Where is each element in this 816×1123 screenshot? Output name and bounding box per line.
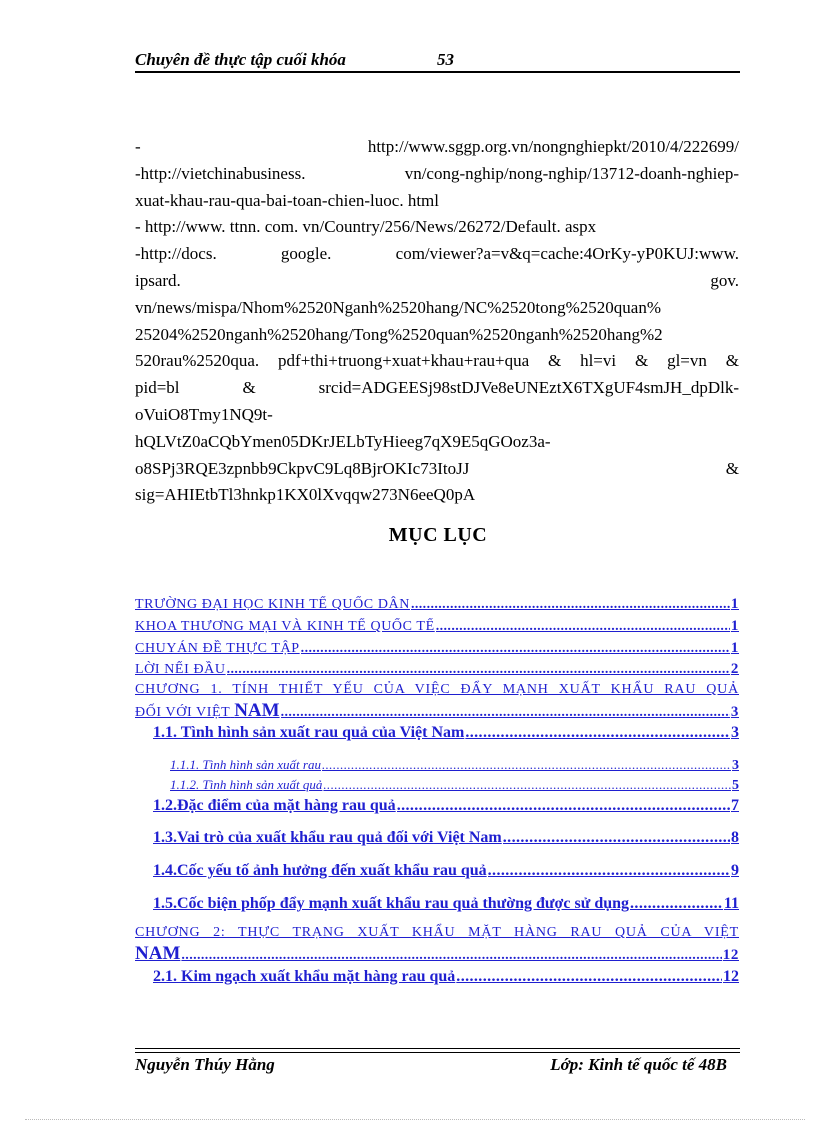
toc-entry-text: 1.3.Vai trò của xuất khẩu rau quả đối với Việt Nam: [153, 829, 502, 846]
page-bottom-divider: [25, 1119, 805, 1120]
toc-leader: [465, 724, 730, 742]
footer-class: Lớp: Kinh tế quốc tế 48B: [550, 1055, 727, 1074]
toc-entry-page: 2: [730, 661, 739, 677]
toc-entry-text-part: ĐỐI VỚI VIỆT: [135, 705, 231, 720]
toc-entry-text-big: NAM: [234, 700, 280, 721]
reference-line[interactable]: -http://docs. google. com/viewer?a=v&q=cache:4OrKy-yP0KUJ:www.: [135, 244, 739, 264]
toc-entry-text: 1.5.Cốc biện phốp đẩy mạnh xuất khẩu rau quả thường được sử dụng: [153, 895, 630, 912]
toc-entry-text: LỜI NỂI ĐẦU: [135, 662, 226, 677]
toc-entry[interactable]: [153, 797, 739, 815]
toc-entry[interactable]: [153, 829, 739, 847]
toc-entry-text: 1.2.Đặc điểm của mặt hàng rau quả: [153, 797, 396, 814]
toc-entry[interactable]: [170, 777, 739, 794]
toc-entry[interactable]: [170, 757, 739, 774]
reference-line[interactable]: -http://vietchinabusiness. vn/cong-nghip/nong-nghip/13712-doanh-nghiep-: [135, 163, 739, 183]
toc-entry-text-big: NAM: [135, 943, 181, 964]
toc-entry[interactable]: [135, 640, 739, 657]
toc-entry-page: 12: [722, 947, 739, 963]
toc-entry-text: CHUYÁN ĐỀ THỰC TẬP: [135, 641, 300, 656]
toc-entry-text: 1.1.2. Tình hình sản xuất quả: [170, 777, 323, 792]
toc-leader: [488, 862, 730, 880]
reference-line[interactable]: - http://www.sggp.org.vn/nongnghiepkt/2010/4/222699/: [135, 137, 739, 156]
references-block: [135, 134, 739, 509]
reference-line[interactable]: - http://www. ttnn. com. vn/Country/256/News/26272/Default. aspx: [135, 217, 597, 237]
toc-entry-page: 3: [732, 758, 739, 773]
toc-entry-page: 1: [730, 618, 739, 634]
toc-entry[interactable]: [135, 618, 739, 635]
toc-entry-page: 1: [730, 640, 739, 656]
toc-entry[interactable]: [153, 968, 739, 986]
toc-entry-text: 1.4.Cốc yếu tố ảnh hưởng đến xuất khẩu rau quả: [153, 862, 487, 879]
reference-line[interactable]: ipsard. gov.: [135, 270, 739, 290]
header-page-number: 53: [437, 50, 454, 69]
toc-entry-page: 5: [732, 778, 739, 793]
toc-entry-page: 7: [731, 797, 739, 814]
toc-entry-text: 1.1. Tình hình sản xuất rau quả của Việt Nam: [153, 724, 465, 741]
toc-leader: [456, 968, 722, 986]
page-header: [135, 48, 739, 70]
reference-line[interactable]: 25204%2520nganh%2520hang/Tong%2520quan%2520nganh%2520hang%2: [135, 324, 663, 344]
reference-line[interactable]: o8SPj3RQE3zpnbb9CkpvC9Lq8BjrOKIc73ItoJJ &: [135, 458, 739, 478]
reference-line[interactable]: xuat-khau-rau-qua-bai-toan-chien-luoc. html: [135, 190, 439, 210]
toc-entry[interactable]: [153, 895, 739, 913]
reference-line[interactable]: vn/news/mispa/Nhom%2520Nganh%2520hang/NC%2520tong%2520quan%: [135, 297, 661, 317]
toc-leader: [301, 641, 730, 657]
header-rule: [135, 71, 740, 73]
toc-leader: [322, 757, 731, 773]
toc-entry[interactable]: [153, 862, 739, 880]
toc-leader: [503, 829, 730, 847]
toc-entry-page: 12: [723, 968, 739, 985]
toc-entry[interactable]: [135, 943, 739, 965]
toc-leader: [227, 662, 730, 678]
footer-rule: [135, 1052, 740, 1053]
toc-entry-text: 1.1.1. Tình hình sản xuất rau: [170, 757, 321, 772]
toc-leader: [411, 597, 730, 613]
toc-entry-page: 1: [730, 596, 739, 612]
toc-entry-page: 8: [731, 829, 739, 846]
toc-chapter-line[interactable]: CHƯƠNG 2: THỰC TRẠNG XUẤT KHẨU MẶT HÀNG RAU QUẢ CỦA VIỆT: [135, 925, 739, 940]
toc-leader: [323, 777, 731, 793]
reference-line[interactable]: sig=AHIEtbTl3hnkp1KX0lXvqqw273N6eeQ0pA: [135, 485, 476, 505]
toc-entry-text: 2.1. Kim ngạch xuất khẩu mặt hàng rau quả: [153, 968, 456, 985]
reference-line[interactable]: 520rau%2520qua. pdf+thi+truong+xuat+khau+rau+qua & hl=vi & gl=vn &: [135, 351, 739, 371]
toc-entry-page: 3: [731, 724, 739, 741]
reference-line[interactable]: pid=bl & srcid=ADGEESj98stDJVe8eUNEztX6TXgUF4smJH_dpDlk-: [135, 378, 739, 398]
toc-leader: [436, 619, 730, 635]
reference-line[interactable]: hQLVtZ0aCQbYmen05DKrJELbTyHieeg7qX9E5qGOoz3a-: [135, 431, 551, 451]
toc-leader: [181, 948, 721, 964]
toc-entry[interactable]: [135, 596, 739, 613]
toc-leader: [397, 797, 730, 815]
toc-entry-text: [135, 700, 280, 722]
header-title: Chuyên đề thực tập cuối khóa: [135, 50, 346, 69]
footer-rule: [135, 1048, 740, 1049]
toc-entry[interactable]: [135, 661, 739, 678]
toc-leader: [630, 895, 723, 913]
toc-entry[interactable]: [135, 700, 739, 722]
toc-title: MỤC LỤC: [388, 524, 488, 546]
toc-chapter-line[interactable]: CHƯƠNG 1. TÍNH THIẾT YẾU CỦA VIỆC ĐẨY MẠNH XUẤT KHẨU RAU QUẢ: [135, 682, 739, 697]
footer-author: Nguyễn Thúy Hằng: [135, 1055, 275, 1074]
toc-entry-text: KHOA THƯƠNG MẠI VÀ KINH TẾ QUỐC TẾ: [135, 619, 435, 634]
toc-leader: [281, 705, 730, 721]
toc-entry-page: 11: [723, 895, 739, 912]
toc-entry[interactable]: [153, 724, 739, 742]
toc-entry-page: 3: [730, 704, 739, 720]
reference-line[interactable]: oVuiO8Tmy1NQ9t-: [135, 404, 273, 424]
toc-entry-text: TRƯỜNG ĐẠI HỌC KINH TẾ QUỐC DÂN: [135, 597, 410, 612]
toc-entry-page: 9: [731, 862, 739, 879]
